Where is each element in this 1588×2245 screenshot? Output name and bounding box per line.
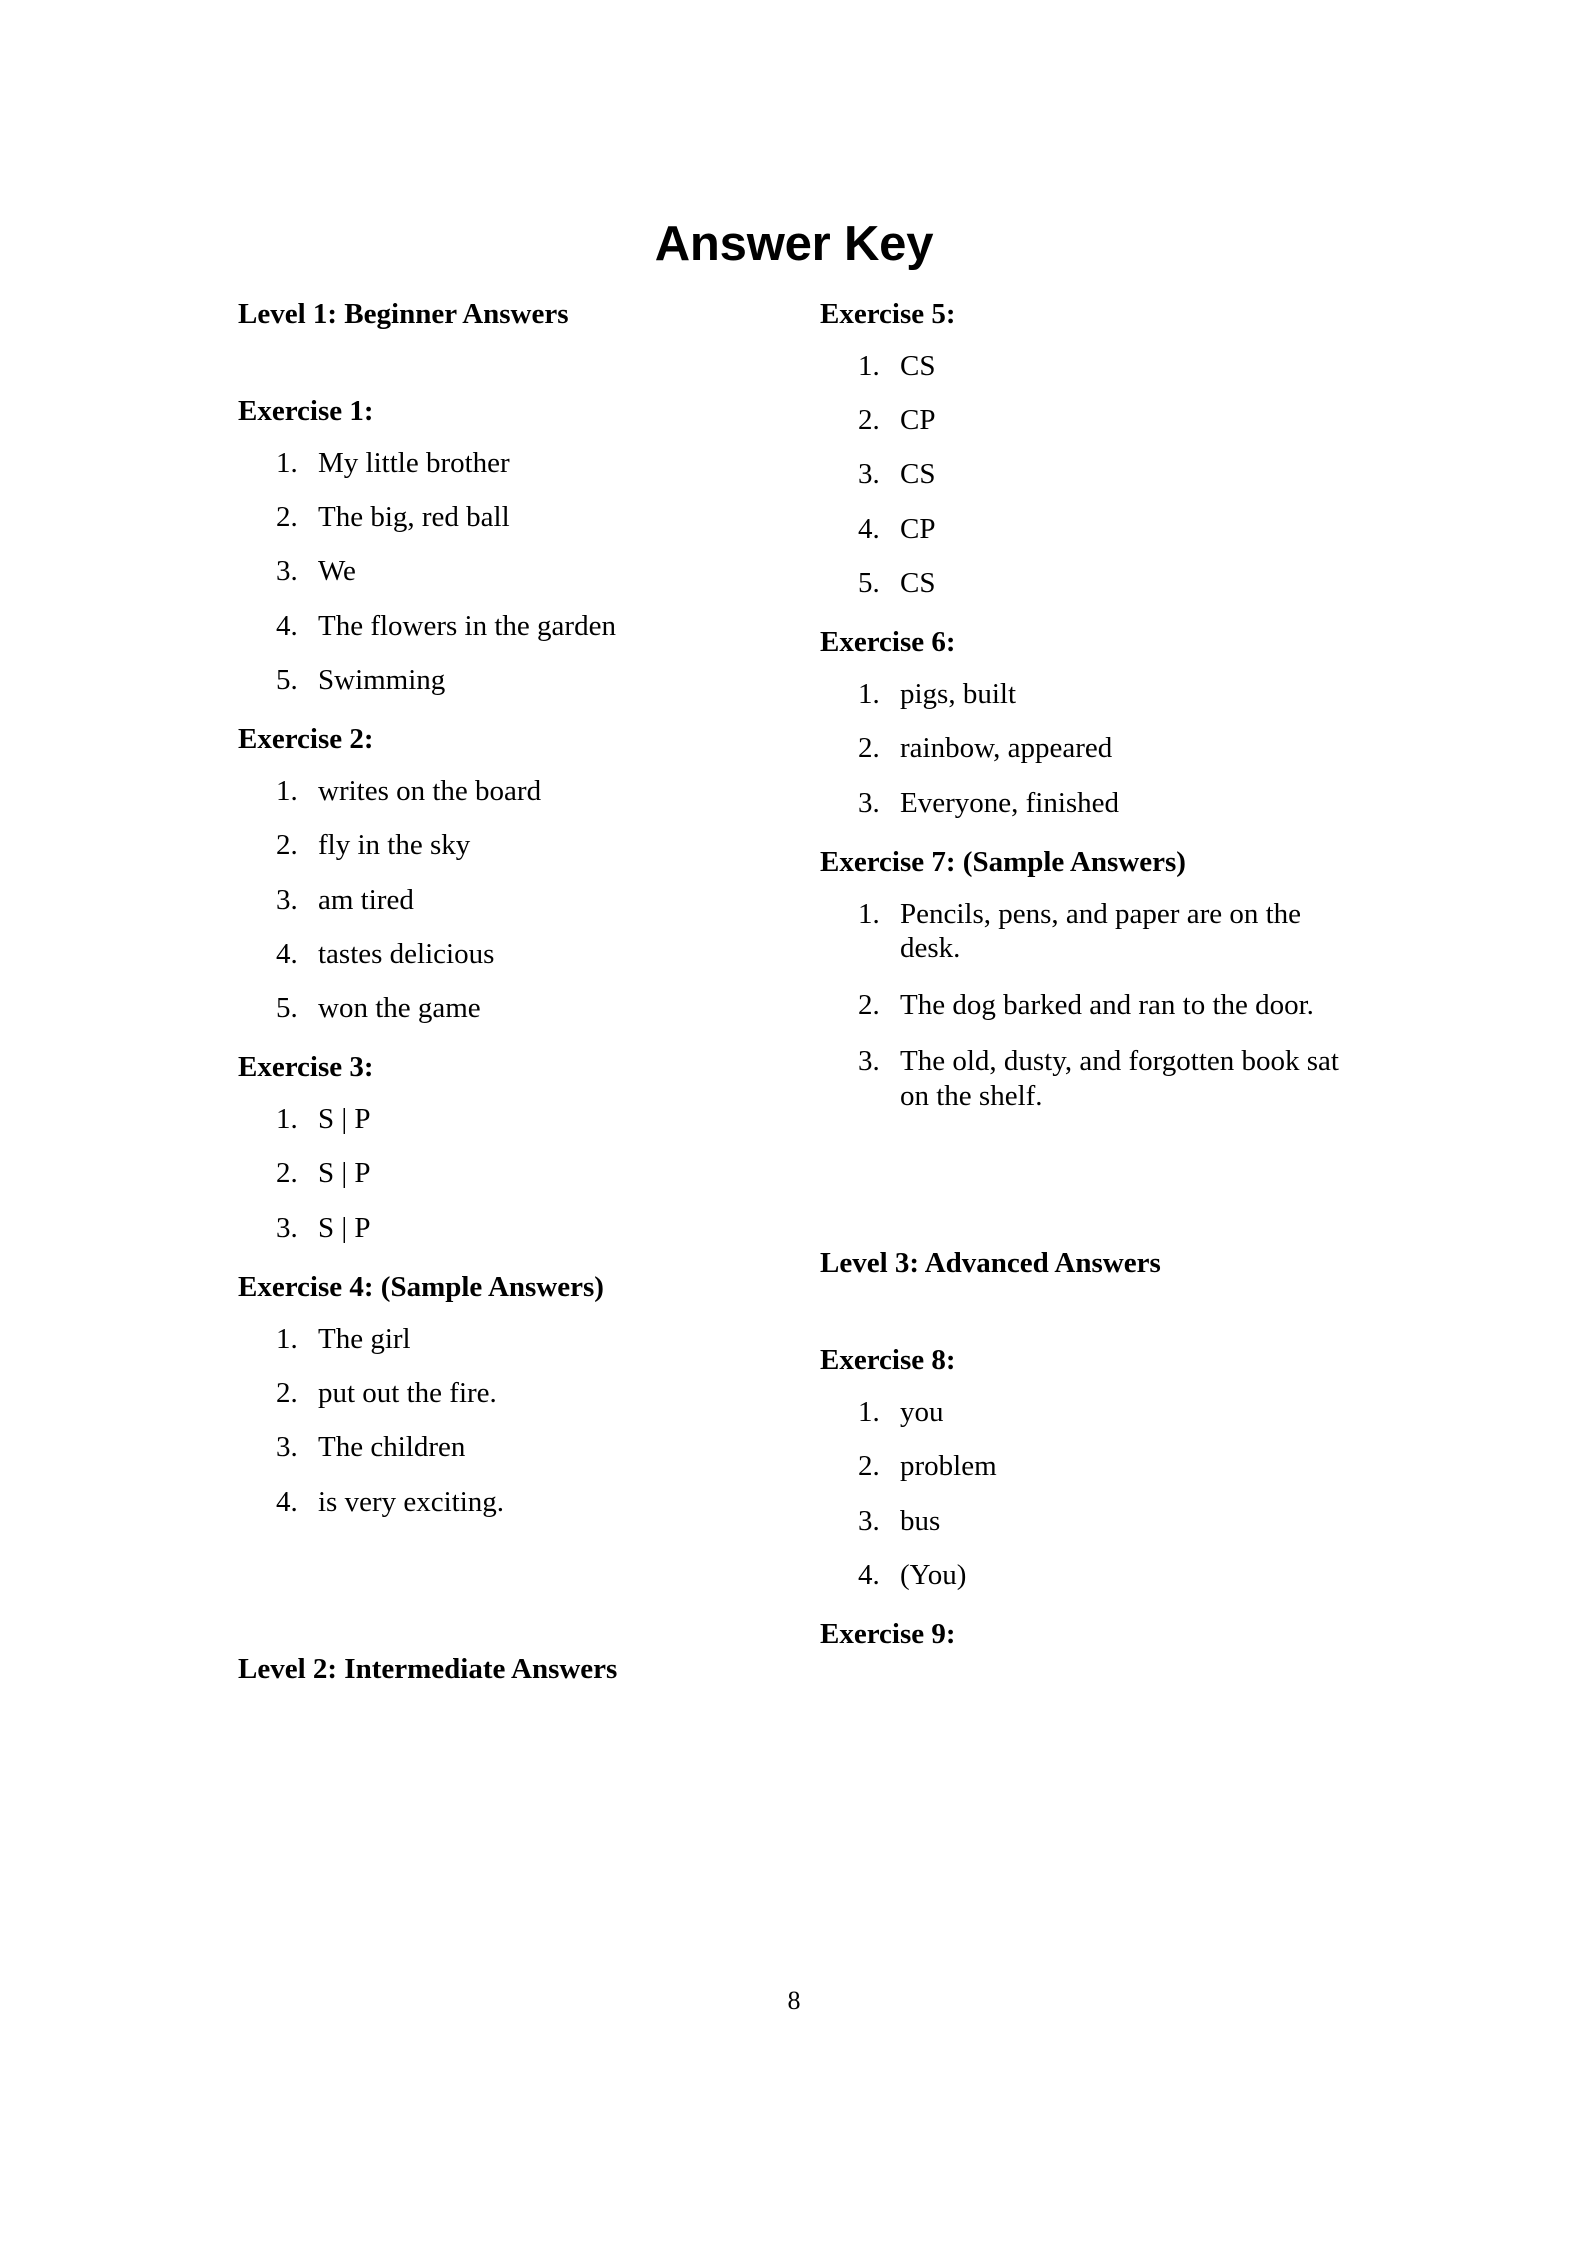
list-number: 3. — [858, 1504, 880, 1537]
left-column — [238, 300, 708, 1684]
list-item — [238, 663, 708, 697]
list-item — [820, 1484, 1340, 1504]
list-item — [238, 446, 708, 480]
spacer — [820, 820, 1340, 848]
list-number: 1. — [858, 897, 880, 930]
list-item — [820, 786, 1340, 820]
list-number: 4. — [858, 1558, 880, 1591]
list-item — [820, 966, 1340, 988]
list-item — [238, 1322, 708, 1356]
list-number: 4. — [276, 1485, 298, 1518]
section-heading-level-1: Level 1: Beginner Answers — [238, 298, 569, 330]
section-heading-exercise-4: Exercise 4: (Sample Answers) — [238, 1270, 604, 1303]
answer-list-exercise-7 — [820, 897, 1340, 1114]
list-item — [820, 437, 1340, 457]
list-number: 5. — [276, 991, 298, 1024]
spacer — [820, 1375, 1340, 1395]
list-text: S | P — [318, 1157, 371, 1190]
list-item — [238, 643, 708, 663]
list-number: 3. — [858, 786, 880, 819]
list-text: The girl — [318, 1322, 411, 1355]
list-text: CP — [900, 404, 936, 437]
list-item — [238, 828, 708, 862]
section-heading-exercise-8: Exercise 8: — [820, 1344, 956, 1377]
list-item — [820, 349, 1340, 383]
list-number: 3. — [276, 1211, 298, 1244]
list-item — [820, 711, 1340, 731]
list-item — [820, 1022, 1340, 1044]
list-number: 2. — [276, 501, 298, 534]
list-number: 1. — [858, 678, 880, 711]
list-text: tastes delicious — [318, 937, 495, 970]
list-number: 1. — [276, 1103, 298, 1136]
answer-list-exercise-6 — [820, 677, 1340, 820]
list-item — [820, 1429, 1340, 1449]
answer-list-exercise-2 — [238, 774, 708, 1025]
list-text: The dog barked and ran to the door. — [900, 988, 1314, 1021]
section-heading-exercise-7: Exercise 7: (Sample Answers) — [820, 845, 1186, 878]
list-number: 2. — [858, 1450, 880, 1483]
list-item — [820, 1449, 1340, 1483]
list-text: is very exciting. — [318, 1485, 505, 1518]
list-number: 4. — [276, 937, 298, 970]
list-number: 3. — [276, 555, 298, 588]
list-text: We — [318, 555, 356, 588]
list-number: 1. — [276, 447, 298, 479]
list-text: CP — [900, 512, 936, 545]
list-item — [238, 1191, 708, 1211]
list-text: CS — [900, 458, 936, 491]
list-item — [238, 937, 708, 971]
list-text: fly in the sky — [318, 829, 471, 862]
list-text: S | P — [318, 1211, 371, 1244]
list-number: 1. — [858, 1396, 880, 1429]
list-number: 4. — [858, 512, 880, 545]
right-column — [820, 300, 1340, 1649]
list-item — [238, 1136, 708, 1156]
list-item — [820, 403, 1340, 437]
section-heading-exercise-3: Exercise 3: — [238, 1051, 374, 1084]
list-number: 2. — [276, 829, 298, 862]
list-item — [238, 589, 708, 609]
section-heading-level-3: Level 3: Advanced Answers — [820, 1247, 1161, 1280]
list-item — [238, 1356, 708, 1376]
list-item — [820, 566, 1340, 600]
list-item — [820, 1504, 1340, 1538]
list-item — [820, 731, 1340, 765]
spacer — [238, 1587, 708, 1655]
list-text: (You) — [900, 1558, 967, 1591]
list-number: 2. — [858, 732, 880, 765]
spacer — [238, 1082, 708, 1102]
answer-list-exercise-5 — [820, 349, 1340, 600]
list-item — [238, 1430, 708, 1464]
list-number: 2. — [858, 988, 880, 1021]
list-item — [238, 917, 708, 937]
list-number: 1. — [858, 350, 880, 382]
list-text: problem — [900, 1450, 997, 1483]
list-number: 1. — [276, 1322, 298, 1355]
section-heading-level-2: Level 2: Intermediate Answers — [238, 1652, 618, 1685]
list-item — [238, 500, 708, 534]
spacer — [820, 1181, 1340, 1249]
list-text: The children — [318, 1431, 466, 1464]
list-item — [820, 988, 1340, 1023]
list-item — [238, 1211, 708, 1245]
list-text: writes on the board — [318, 775, 542, 808]
list-number: 3. — [276, 1431, 298, 1464]
section-heading-exercise-2: Exercise 2: — [238, 723, 374, 756]
spacer — [238, 1245, 708, 1273]
list-item — [238, 808, 708, 828]
list-text: S | P — [318, 1103, 371, 1136]
spacer — [238, 1025, 708, 1053]
list-number: 1. — [276, 775, 298, 808]
list-number: 3. — [858, 458, 880, 491]
list-item — [238, 554, 708, 588]
answer-list-exercise-8 — [820, 1395, 1340, 1592]
list-number: 2. — [276, 1157, 298, 1190]
list-item — [238, 991, 708, 1025]
list-number: 2. — [858, 404, 880, 437]
list-number: 5. — [858, 566, 880, 599]
section-heading-exercise-5: Exercise 5: — [820, 298, 956, 330]
list-item — [820, 512, 1340, 546]
list-text: pigs, built — [900, 678, 1017, 711]
list-item — [238, 1485, 708, 1519]
list-text: My little brother — [318, 447, 510, 479]
spacer — [238, 1519, 708, 1587]
section-heading-exercise-1: Exercise 1: — [238, 395, 374, 427]
list-number: 4. — [276, 609, 298, 642]
list-item — [238, 774, 708, 808]
list-item — [238, 1465, 708, 1485]
list-text: Everyone, finished — [900, 786, 1120, 819]
list-number: 3. — [276, 883, 298, 916]
section-heading-exercise-6: Exercise 6: — [820, 626, 956, 659]
spacer — [820, 1592, 1340, 1620]
spacer — [820, 600, 1340, 628]
answer-list-exercise-3 — [238, 1102, 708, 1245]
list-item — [820, 1558, 1340, 1592]
list-item — [238, 480, 708, 500]
list-item — [238, 1376, 708, 1410]
list-item — [820, 546, 1340, 566]
list-item — [238, 609, 708, 643]
list-item — [238, 863, 708, 883]
list-item — [820, 457, 1340, 491]
spacer — [820, 877, 1340, 897]
list-text: Swimming — [318, 663, 446, 696]
section-heading-exercise-9: Exercise 9: — [820, 1618, 956, 1651]
list-item — [820, 383, 1340, 403]
spacer — [238, 1302, 708, 1322]
list-item — [820, 1395, 1340, 1429]
list-text: The big, red ball — [318, 501, 510, 534]
list-text: Pencils, pens, and paper are on the desk. — [900, 897, 1302, 965]
spacer — [238, 697, 708, 725]
list-item — [820, 1538, 1340, 1558]
list-text: am tired — [318, 883, 414, 916]
list-item — [238, 883, 708, 917]
list-item — [238, 1410, 708, 1430]
list-item — [238, 1156, 708, 1190]
list-text: CS — [900, 566, 936, 599]
list-text: won the game — [318, 991, 481, 1024]
list-text: CS — [900, 350, 936, 382]
list-item — [238, 1102, 708, 1136]
spacer — [820, 657, 1340, 677]
list-number: 3. — [858, 1045, 880, 1078]
list-item — [820, 492, 1340, 512]
spacer — [238, 329, 708, 397]
list-item — [820, 766, 1340, 786]
list-item — [238, 534, 708, 554]
list-text: you — [900, 1396, 944, 1429]
spacer — [238, 426, 708, 446]
spacer — [238, 754, 708, 774]
page-number: 8 — [787, 1986, 801, 2015]
answer-list-exercise-1 — [238, 446, 708, 697]
spacer — [820, 1278, 1340, 1346]
spacer — [820, 1113, 1340, 1181]
list-text: rainbow, appeared — [900, 732, 1113, 765]
list-item — [820, 1044, 1340, 1113]
spacer — [820, 329, 1340, 349]
list-text: put out the fire. — [318, 1377, 497, 1410]
list-number: 5. — [276, 663, 298, 696]
list-text: The old, dusty, and forgotten book sat on the shelf. — [900, 1045, 1339, 1112]
list-item — [820, 677, 1340, 711]
list-item — [238, 971, 708, 991]
answer-list-exercise-4 — [238, 1322, 708, 1519]
list-item — [820, 897, 1340, 966]
page-title: Answer Key — [654, 216, 934, 271]
list-text: bus — [900, 1504, 941, 1537]
list-text: The flowers in the garden — [318, 609, 616, 642]
list-number: 2. — [276, 1377, 298, 1410]
